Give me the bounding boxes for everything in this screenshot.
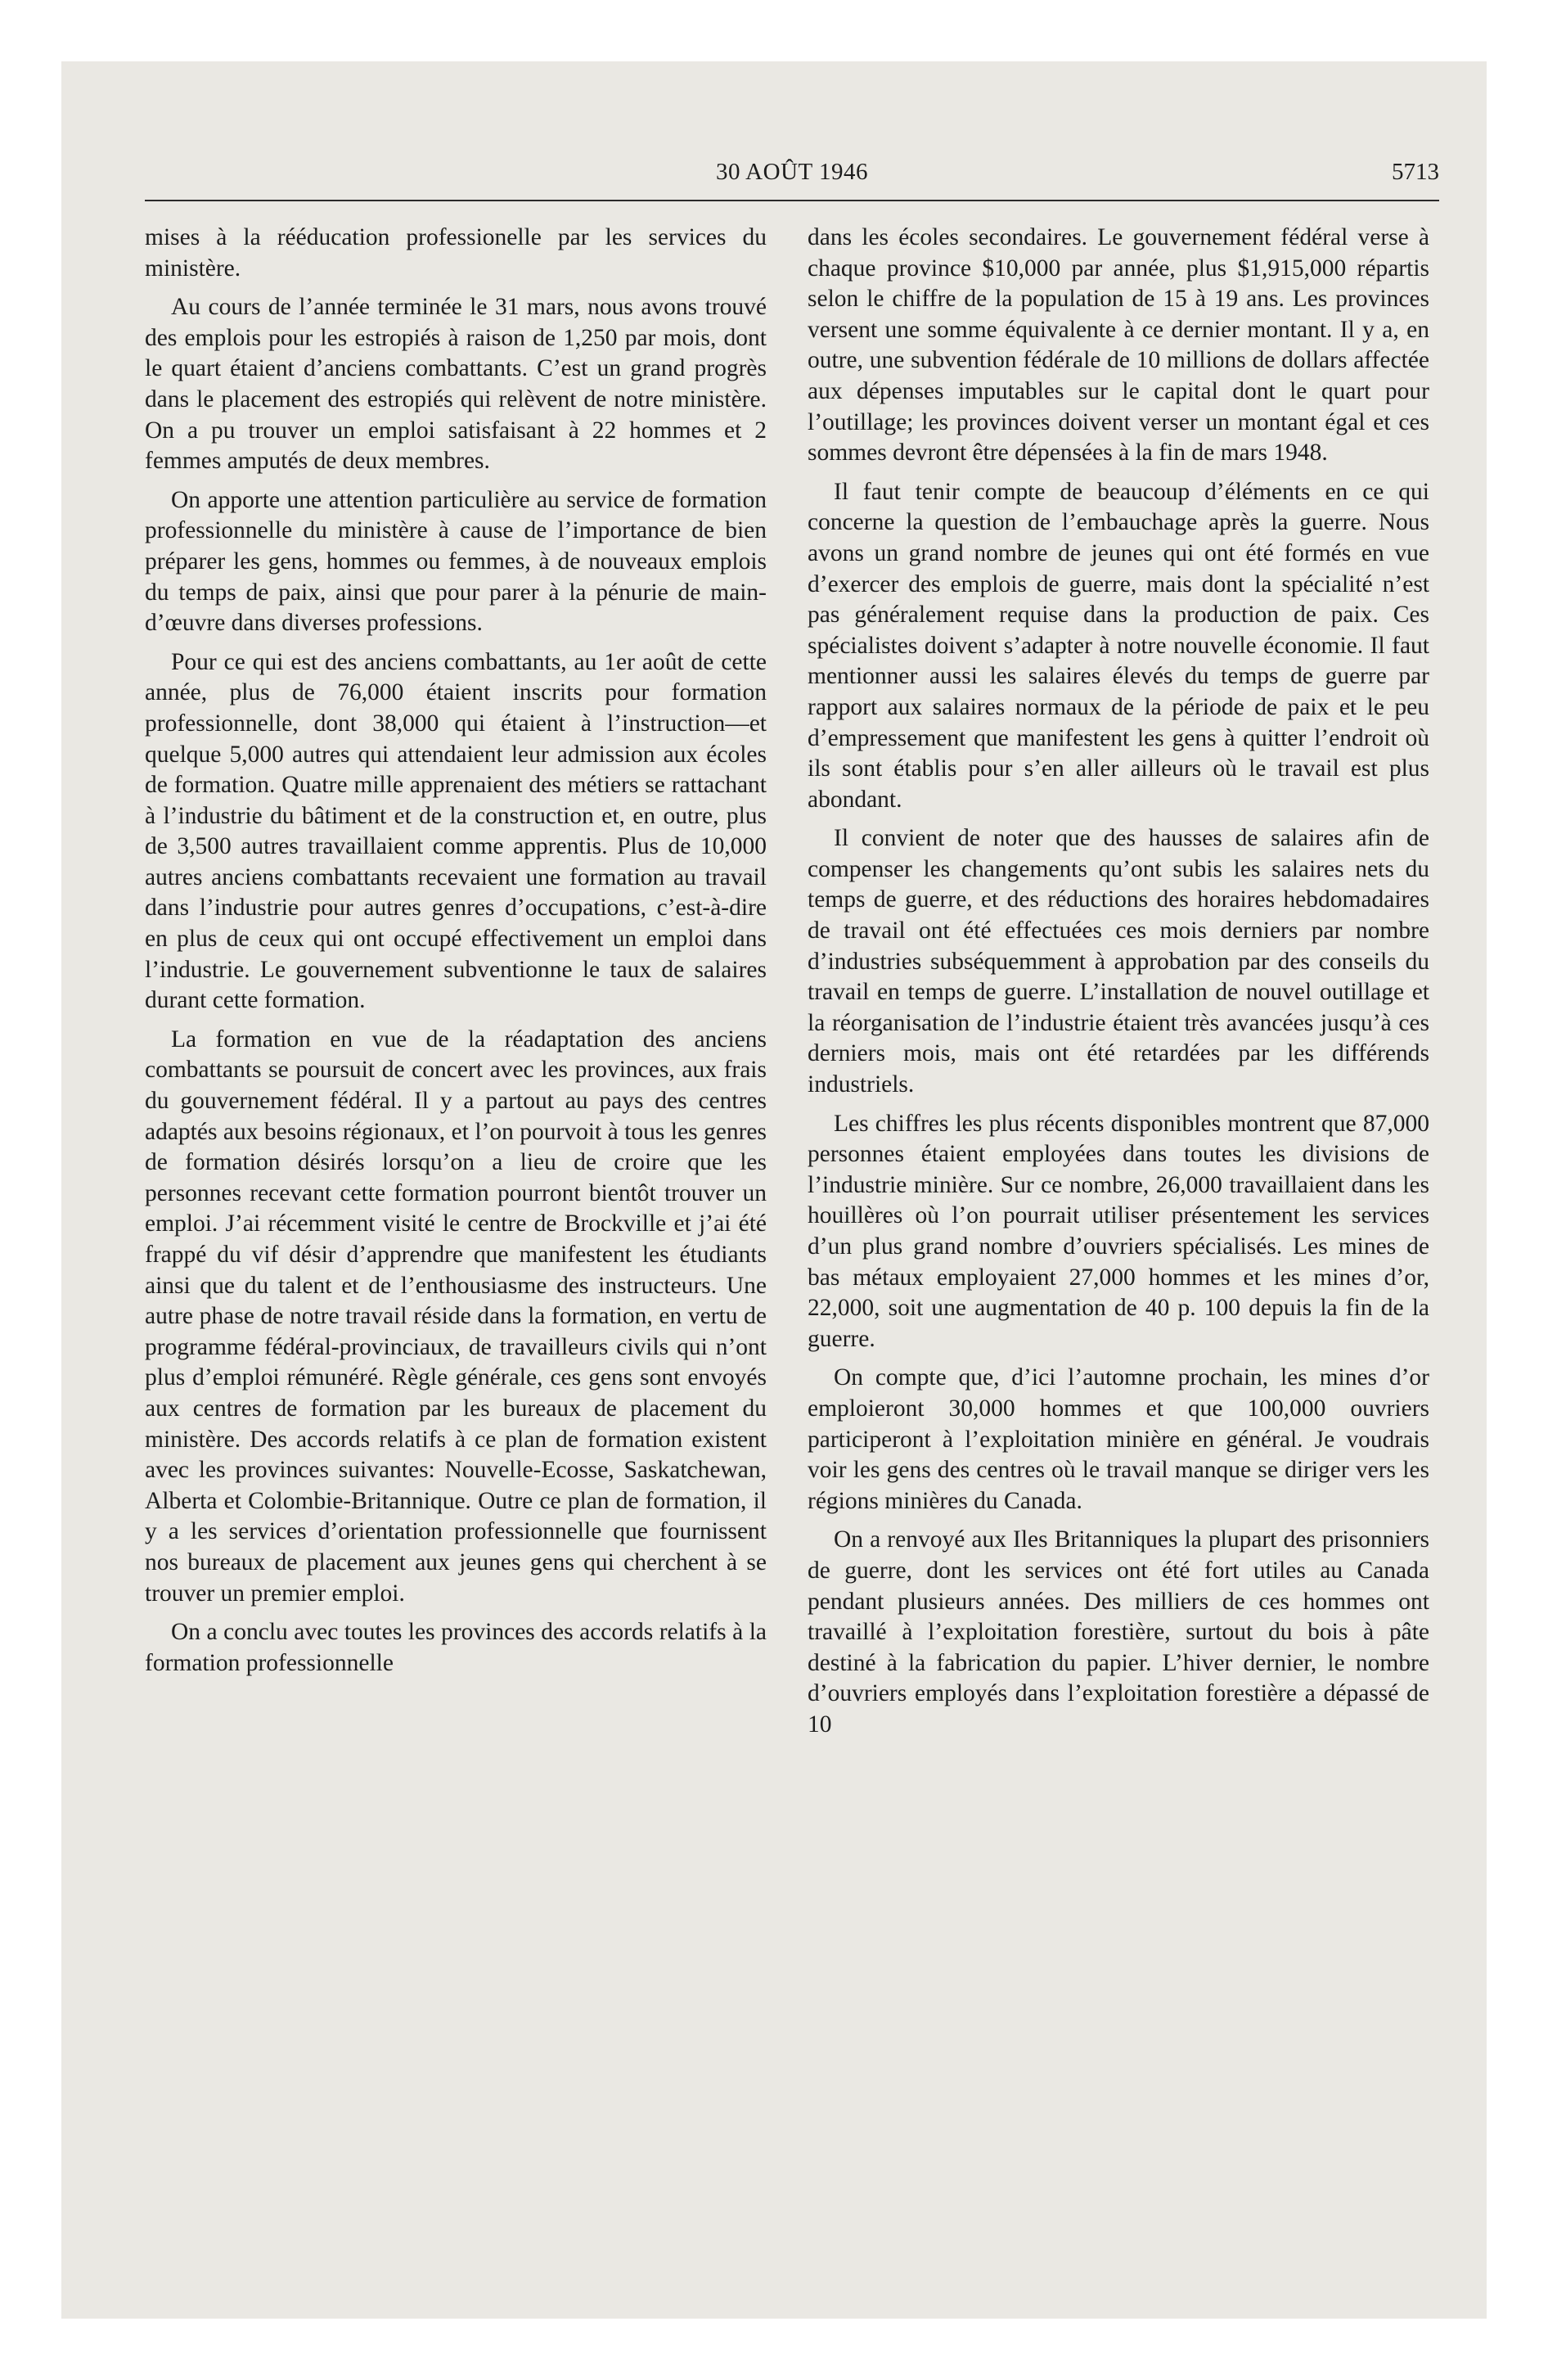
paragraph: On compte que, d’ici l’automne prochain, les mines d’or emploieront 30,000 hommes et que 100,000 ouvriers participeront à l’exploitation minière en général. Je voudrais voir les gens des centres où le travail manque se diriger vers les régions minières du Canada. <box>808 1364 1429 1514</box>
paragraph: Il convient de noter que des hausses de salaires afin de compenser les changements qu’ont subis les salaires nets du temps de guerre, et des réductions des horaires hebdomadaires de travail ont été effectuées ces mois derniers par nombre d’industries subséquemment à approbation par des conseils du travail en temps de guerre. L’installation de nouvel outillage et la réorganisation de l’industrie étaient très avancées jusqu’à ces derniers mois, mais ont été retardées par les différends industriels. <box>808 825 1429 1098</box>
left-column <box>145 223 767 1679</box>
right-column <box>808 223 1429 1741</box>
page-header <box>145 152 1439 203</box>
paragraph: dans les écoles secondaires. Le gouvernement fédéral verse à chaque province $10,000 par année, plus $1,915,000 répartis selon le chiffre de la population de 15 à 19 ans. Les provinces versent une somme équivalente à ce dernier montant. Il y a, en outre, une subvention fédérale de 10 millions de dollars affectée aux dépenses imputables sur le capital dont le quart pour l’outillage; les provinces doivent verser un montant égal et ces sommes devront être dépensées à la fin de mars 1948. <box>808 224 1429 467</box>
paragraph: Pour ce qui est des anciens combattants, au 1er août de cette année, plus de 76,000 étaient inscrits pour formation professionnelle, dont 38,000 qui étaient à l’instruction—et quelque 5,000 autres qui attendaient leur admission aux écoles de formation. Quatre mille apprenaient des métiers se rattachant à l’industrie du bâtiment et de la construction et, en outre, plus de 3,500 autres travaillaient comme apprentis. Plus de 10,000 autres anciens combattants recevaient une formation au travail dans l’industrie pour autres genres d’occupations, c’est-à-dire en plus de ceux qui ont occupé effectivement un emploi dans l’industrie. Le gouvernement subventionne le taux de salaires durant cette formation. <box>145 648 767 1014</box>
paragraph: On a conclu avec toutes les provinces des accords relatifs à la formation professionnelle <box>145 1619 767 1676</box>
paragraph: Les chiffres les plus récents disponibles montrent que 87,000 personnes étaient employées dans toutes les divisions de l’industrie minière. Sur ce nombre, 26,000 travaillaient dans les houillères où l’on pourrait utiliser présentement les services d’un plus grand nombre d’ouvriers spécialisés. Les mines de bas métaux employaient 27,000 hommes et les mines d’or, 22,000, soit une augmentation de 40 p. 100 depuis la fin de la guerre. <box>808 1110 1429 1352</box>
paragraph: La formation en vue de la réadaptation des anciens combattants se poursuit de concert avec les provinces, aux frais du gouvernement fédéral. Il y a partout au pays des centres adaptés aux besoins régionaux, et l’on pourvoit à tous les genres de formation désirés lorsqu’on a lieu de croire que les personnes recevant cette formation pourront bientôt trouver un emploi. J’ai récemment visité le centre de Brockville et j’ai été frappé du vif désir d’apprendre que manifestent les étudiants ainsi que du talent et de l’enthousiasme des instructeurs. Une autre phase de notre travail réside dans la formation, en vertu de programme fédéral-provinciaux, de travailleurs civils qui n’ont plus d’emploi rémunéré. Règle générale, ces gens sont envoyés aux centres de formation par les bureaux de placement du ministère. Des accords relatifs à ce plan de formation existent avec les provinces suivantes: Nouvelle-Ecosse, Saskatchewan, Alberta et Colombie-Britannique. Outre ce plan de formation, il y a les services d’orientation professionnelle que fournissent nos bureaux de placement aux jeunes gens qui cherchent à se trouver un premier emploi. <box>145 1025 767 1607</box>
paragraph: On apporte une attention particulière au service de formation professionnelle du ministère à cause de l’importance de bien préparer les gens, hommes ou femmes, à de nouveaux emplois du temps de paix, ainsi que pour parer à la pénurie de main-d’œuvre dans diverses professions. <box>145 486 767 637</box>
header-rule <box>145 200 1439 201</box>
paragraph: mises à la rééducation professionelle par les services du ministère. <box>145 224 767 282</box>
page-number: 5713 <box>1392 159 1439 185</box>
paragraph: Il faut tenir compte de beaucoup d’éléments en ce qui concerne la question de l’embauchage après la guerre. Nous avons un grand nombre de jeunes qui ont été formés en vue d’exercer des emplois de guerre, mais dont la spécialité n’est pas généralement requise dans la production de paix. Ces spécialistes doivent s’adapter à notre nouvelle économie. Il faut mentionner aussi les salaires élevés du temps de guerre par rapport aux salaires normaux de la période de paix et le peu d’empressement que manifestent les gens à quitter l’endroit où ils sont établis pour s’en aller ailleurs où le travail est plus abondant. <box>808 478 1429 813</box>
paragraph: On a renvoyé aux Iles Britanniques la plupart des prisonniers de guerre, dont les services ont été fort utiles au Canada pendant plusieurs années. Des milliers de ces hommes ont travaillé à l’exploitation forestière, surtout du bois à pâte destiné à la fabrication du papier. L’hiver dernier, le nombre d’ouvriers employés dans l’exploitation forestière a dépassé de 10 <box>808 1526 1429 1738</box>
header-date: 30 AOÛT 1946 <box>716 159 868 185</box>
paragraph: Au cours de l’année terminée le 31 mars, nous avons trouvé des emplois pour les estropiés à raison de 1,250 par mois, dont le quart étaient d’anciens combattants. C’est un grand progrès dans le placement des estropiés qui relèvent de notre ministère. On a pu trouver un emploi satisfaisant à 22 hommes et 2 femmes amputés de deux membres. <box>145 294 767 475</box>
